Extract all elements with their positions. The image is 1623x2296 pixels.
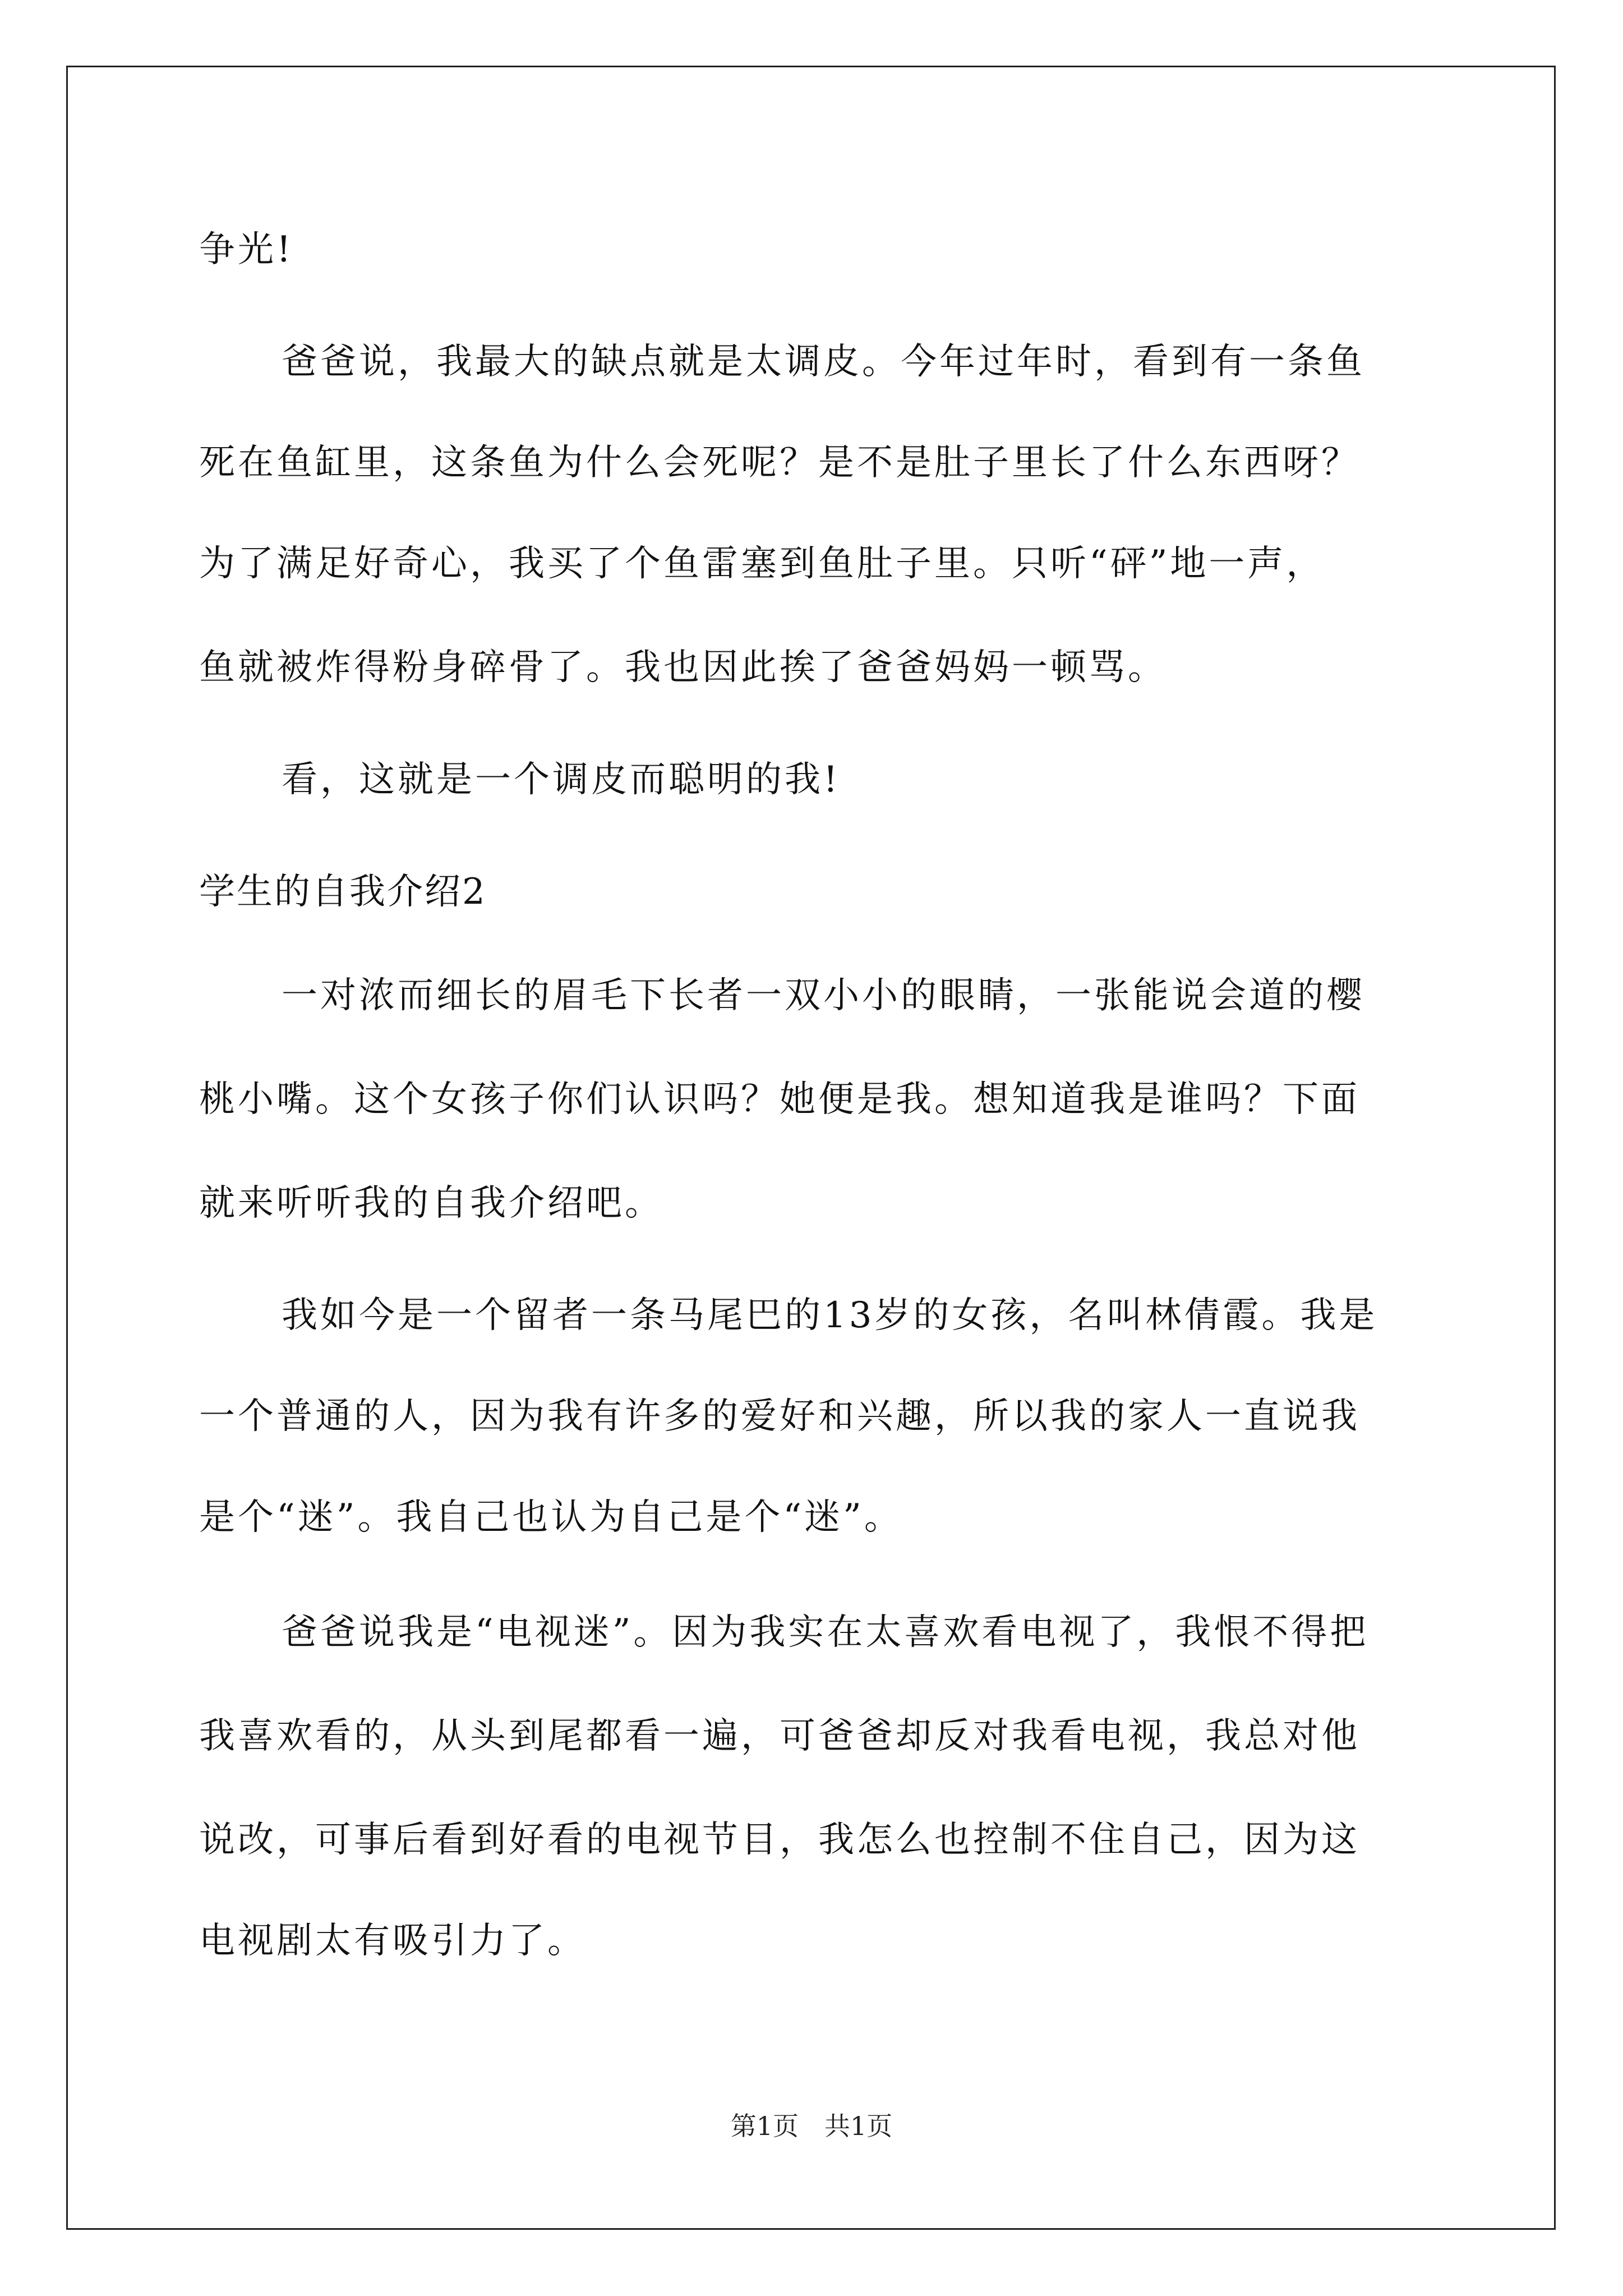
paragraph-line: 死在鱼缸里，这条鱼为什么会死呢？是不是肚子里长了什么东西呀？	[199, 442, 1360, 484]
paragraph-line: 鱼就被炸得粉身碎骨了。我也因此挨了爸爸妈妈一顿骂。	[199, 647, 1166, 688]
paragraph-line: 一个普通的人，因为我有许多的爱好和兴趣，所以我的家人一直说我	[199, 1396, 1360, 1437]
paragraph-line: 电视剧太有吸引力了。	[199, 1920, 586, 1962]
paragraph-line: 看，这就是一个调皮而聪明的我!	[282, 759, 841, 800]
paragraph-line: 为了满足好奇心，我买了个鱼雷塞到鱼肚子里。只听“砰”地一声，	[199, 543, 1325, 585]
page-border	[66, 66, 1556, 2230]
paragraph-line: 爸爸说，我最大的缺点就是太调皮。今年过年时，看到有一条鱼	[282, 341, 1365, 383]
section-heading: 学生的自我介绍2	[199, 871, 487, 913]
paragraph-line: 我如今是一个留者一条马尾巴的13岁的女孩，名叫林倩霞。我是	[282, 1295, 1378, 1336]
paragraph-line: 一对浓而细长的眉毛下长者一双小小的眼睛，一张能说会道的樱	[282, 975, 1365, 1016]
paragraph-line: 就来听听我的自我介绍吧。	[199, 1182, 663, 1224]
paragraph-line: 桃小嘴。这个女孩子你们认识吗？她便是我。想知道我是谁吗？下面	[199, 1079, 1360, 1120]
paragraph-line: 说改，可事后看到好看的电视节目，我怎么也控制不住自己，因为这	[199, 1819, 1360, 1861]
page-footer: 第1页 共1页	[730, 2111, 893, 2141]
paragraph-line: 是个“迷”。我自己也认为自己是个“迷”。	[199, 1497, 903, 1538]
paragraph-line: 争光!	[199, 229, 294, 270]
paragraph-line: 爸爸说我是“电视迷”。因为我实在太喜欢看电视了，我恨不得把	[282, 1612, 1369, 1653]
paragraph-line: 我喜欢看的，从头到尾都看一遍，可爸爸却反对我看电视，我总对他	[199, 1715, 1360, 1757]
